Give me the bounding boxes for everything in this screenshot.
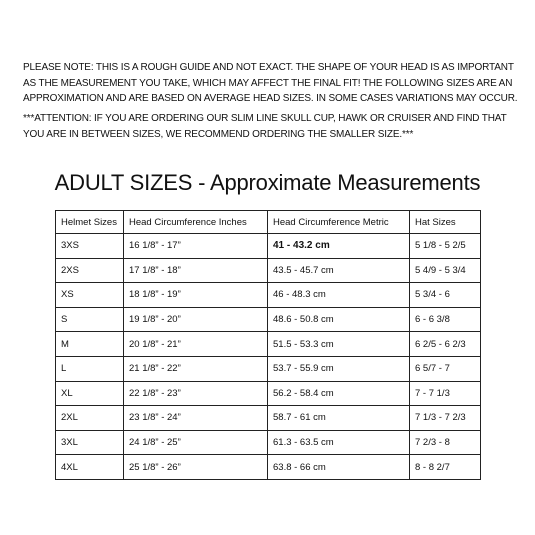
- please-note-line: AS THE MEASUREMENT YOU TAKE, WHICH MAY AFFECT THE FINAL FIT! THE FOLLOWING SIZES ARE AN: [23, 77, 513, 89]
- helmet-size-cell: S: [56, 307, 124, 332]
- inches-cell: 17 1/8” - 18”: [124, 258, 268, 283]
- metric-cell: 46 - 48.3 cm: [268, 283, 410, 308]
- helmet-size-cell: 2XS: [56, 258, 124, 283]
- attention-line: ***ATTENTION: IF YOU ARE ORDERING OUR SLIM LINE SKULL CUP, HAWK OR CRUISER AND FIND THAT: [23, 113, 507, 124]
- table-row: [56, 307, 481, 332]
- table-row: [56, 332, 481, 357]
- helmet-size-cell: 4XL: [56, 455, 124, 480]
- metric-cell: 43.5 - 45.7 cm: [268, 258, 410, 283]
- metric-cell: 51.5 - 53.3 cm: [268, 332, 410, 357]
- inches-cell: 21 1/8” - 22”: [124, 356, 268, 381]
- inches-cell: 23 1/8” - 24”: [124, 406, 268, 431]
- inches-cell: 18 1/8” - 19”: [124, 283, 268, 308]
- table-row: [56, 455, 481, 480]
- hat-size-cell: 6 - 6 3/8: [410, 307, 481, 332]
- inches-cell: 16 1/8” - 17”: [124, 234, 268, 259]
- attention-line: YOU ARE IN BETWEEN SIZES, WE RECOMMEND ORDERING THE SMALLER SIZE.***: [23, 128, 414, 140]
- inches-cell: 24 1/8” - 25”: [124, 430, 268, 455]
- table-row: [56, 356, 481, 381]
- table-row: [56, 406, 481, 431]
- please-note-line: PLEASE NOTE: THIS IS A ROUGH GUIDE AND NOT EXACT. THE SHAPE OF YOUR HEAD IS AS IMPORTANT: [23, 62, 514, 73]
- size-chart-body: [56, 234, 481, 480]
- hat-size-cell: 5 4/9 - 5 3/4: [410, 258, 481, 283]
- header-helmet-sizes: Helmet Sizes: [56, 211, 124, 234]
- helmet-size-cell: 3XS: [56, 234, 124, 259]
- inches-cell: 20 1/8” - 21”: [124, 332, 268, 357]
- hat-size-cell: 7 1/3 - 7 2/3: [410, 406, 481, 431]
- metric-cell: 63.8 - 66 cm: [268, 455, 410, 480]
- hat-size-cell: 5 3/4 - 6: [410, 283, 481, 308]
- inches-cell: 25 1/8” - 26”: [124, 455, 268, 480]
- header-circumference-metric: Head Circumference Metric: [268, 211, 410, 234]
- attention-paragraph: [23, 111, 523, 142]
- hat-size-cell: 7 - 7 1/3: [410, 381, 481, 406]
- inches-cell: 22 1/8” - 23”: [124, 381, 268, 406]
- hat-size-cell: 8 - 8 2/7: [410, 455, 481, 480]
- helmet-size-cell: XS: [56, 283, 124, 308]
- hat-size-cell: 5 1/8 - 5 2/5: [410, 234, 481, 259]
- please-note-line: APPROXIMATION AND ARE BASED ON AVERAGE HEAD SIZES. IN SOME CASES VARIATIONS MAY OCCUR.: [23, 93, 518, 104]
- metric-cell: 56.2 - 58.4 cm: [268, 381, 410, 406]
- helmet-size-cell: 2XL: [56, 406, 124, 431]
- helmet-size-cell: L: [56, 356, 124, 381]
- header-circumference-inches: Head Circumference Inches: [124, 211, 268, 234]
- helmet-size-cell: XL: [56, 381, 124, 406]
- page-title: ADULT SIZES - Approximate Measurements: [54, 170, 481, 195]
- header-hat-sizes: Hat Sizes: [410, 211, 481, 234]
- helmet-size-cell: M: [56, 332, 124, 357]
- table-header-row: [56, 211, 481, 234]
- metric-cell: 61.3 - 63.5 cm: [268, 430, 410, 455]
- table-row: [56, 234, 481, 259]
- inches-cell: 19 1/8” - 20”: [124, 307, 268, 332]
- table-row: [56, 258, 481, 283]
- please-note-paragraph: [23, 60, 523, 107]
- size-chart-table: [55, 210, 481, 480]
- table-row: [56, 381, 481, 406]
- hat-size-cell: 6 5/7 - 7: [410, 356, 481, 381]
- metric-cell: 53.7 - 55.9 cm: [268, 356, 410, 381]
- table-row: [56, 283, 481, 308]
- table-row: [56, 430, 481, 455]
- hat-size-cell: 7 2/3 - 8: [410, 430, 481, 455]
- helmet-size-cell: 3XL: [56, 430, 124, 455]
- hat-size-cell: 6 2/5 - 6 2/3: [410, 332, 481, 357]
- metric-cell: 41 - 43.2 cm: [268, 234, 410, 259]
- metric-cell: 48.6 - 50.8 cm: [268, 307, 410, 332]
- metric-cell: 58.7 - 61 cm: [268, 406, 410, 431]
